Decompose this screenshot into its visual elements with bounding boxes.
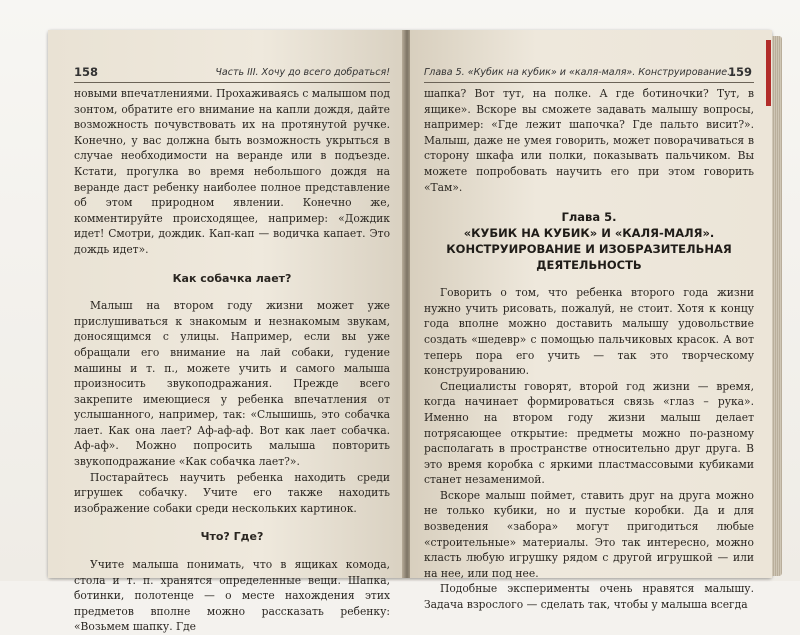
left-page-number: 158 <box>74 65 99 79</box>
chapter-title <box>424 209 754 273</box>
paragraph: Подобные эксперименты очень нравятся малышу. Задача взрослого — сделать так, чтобы у малыша всегда <box>424 582 754 612</box>
paragraph: Учите малыша понимать, что в ящиках комода, стола и т. п. хранятся определенные вещи. Шапка, ботинки, полотенце — о месте нахождения этих предметов вполне можно рассказать ребенку: «Возьмем шапку. Где <box>74 558 390 634</box>
bookmark-edge <box>766 40 771 106</box>
paragraph: Малыш на втором году жизни может уже прислушиваться к знакомым и незнакомым звукам, доносящимся с улицы. Например, если вы уже обращали его внимание на лай собаки, гудение машины и т. п., можете учить и самого малыша произносить звукоподражания. Прежде всего закрепите имеющиеся у ребенка впечатления от услышанного, например, так: «Слышишь, это собачка лает. Как она лает? Аф-аф-аф. Вот как лает собачка. Аф-аф». Можно попросить малыша повторить звукоподражание «Как собачка лает?». <box>74 299 390 469</box>
chapter-title-line: «КУБИК НА КУБИК» И «КАЛЯ-МАЛЯ». <box>463 226 715 241</box>
chapter-title-line: ДЕЯТЕЛЬНОСТЬ <box>536 258 642 273</box>
paragraph: Специалисты говорят, второй год жизни — время, когда начинает формироваться связь «глаз – рука». Именно на втором году жизни малыш делает потрясающее открытие: предметы можно по-разному располагать в пространстве относительно друг друга. В это время коробка с яркими пластмассовыми кубиками станет незаменимой. <box>424 379 754 487</box>
right-page-body <box>424 86 754 613</box>
paragraph: Вскоре малыш поймет, ставить друг на друга можно не только кубики, но и пустые коробки. Да и для возведения «забора» могут пригодиться любые «строительные» материалы. Это так интересно, можно класть любую игрушку рядом с другой игрушкой — или на нее, или под нее. <box>424 488 754 580</box>
paragraph: Говорить о том, что ребенка второго года жизни нужно учить рисовать, пожалуй, не стоит. Хотя к концу года вполне можно доставить малышу удовольствие создать «шедевр» с помощью пальчиковых красок. А вот теперь пора его учить — так это творческому конструированию. <box>424 286 754 378</box>
right-page-number: 159 <box>727 65 752 79</box>
paragraph: шапка? Вот тут, на полке. А где ботиночки? Тут, в ящике». Вскоре вы сможете задавать малышу вопросы, например: «Где лежит шапочка? Где пальто висит?». Малыш, даже не умея говорить, может поворачиваться в сторону шкафа или полки, показывать пальчиком. Вы можете попробовать научить его при этом говорить «Там». <box>424 87 754 194</box>
section-heading: Что? Где? <box>200 530 264 544</box>
left-page <box>48 30 404 634</box>
chapter-title-line: Глава 5. <box>561 210 617 225</box>
section-heading: Как собачка лает? <box>172 271 292 285</box>
chapter-title-line: КОНСТРУИРОВАНИЕ И ИЗОБРАЗИТЕЛЬНАЯ <box>446 242 732 257</box>
right-page <box>410 30 772 612</box>
paragraph: Постарайтесь научить ребенка находить среди игрушек собачку. Учите его также находить изображение собаки среди нескольких картинок. <box>74 470 390 515</box>
left-page-body <box>74 86 390 635</box>
page-edges <box>772 36 782 576</box>
paragraph: новыми впечатлениями. Прохаживаясь с малышом под зонтом, обратите его внимание на капли дождя, дайте возможность почувствовать их на протянутой ручке. Конечно, у вас должна быть возможность укрыться в случае необходимости на веранде или в подъезде. Кстати, прогулка во время небольшого дождя на веранде даст ребенку наиболее полное представление об этом природном явлении. Конечно же, комментируйте происходящее, например: «Дождик идет! Смотри, дождик. Кап-кап — водичка капает. Это дождь идет». <box>74 87 390 256</box>
right-running-head: Глава 5. «Кубик на кубик» и «каля-маля». Конструирование... <box>424 67 737 78</box>
open-book <box>48 30 772 634</box>
left-running-head: Часть III. Хочу до всего добраться! <box>215 67 390 78</box>
right-page-header <box>424 64 754 83</box>
left-page-header <box>74 64 390 83</box>
